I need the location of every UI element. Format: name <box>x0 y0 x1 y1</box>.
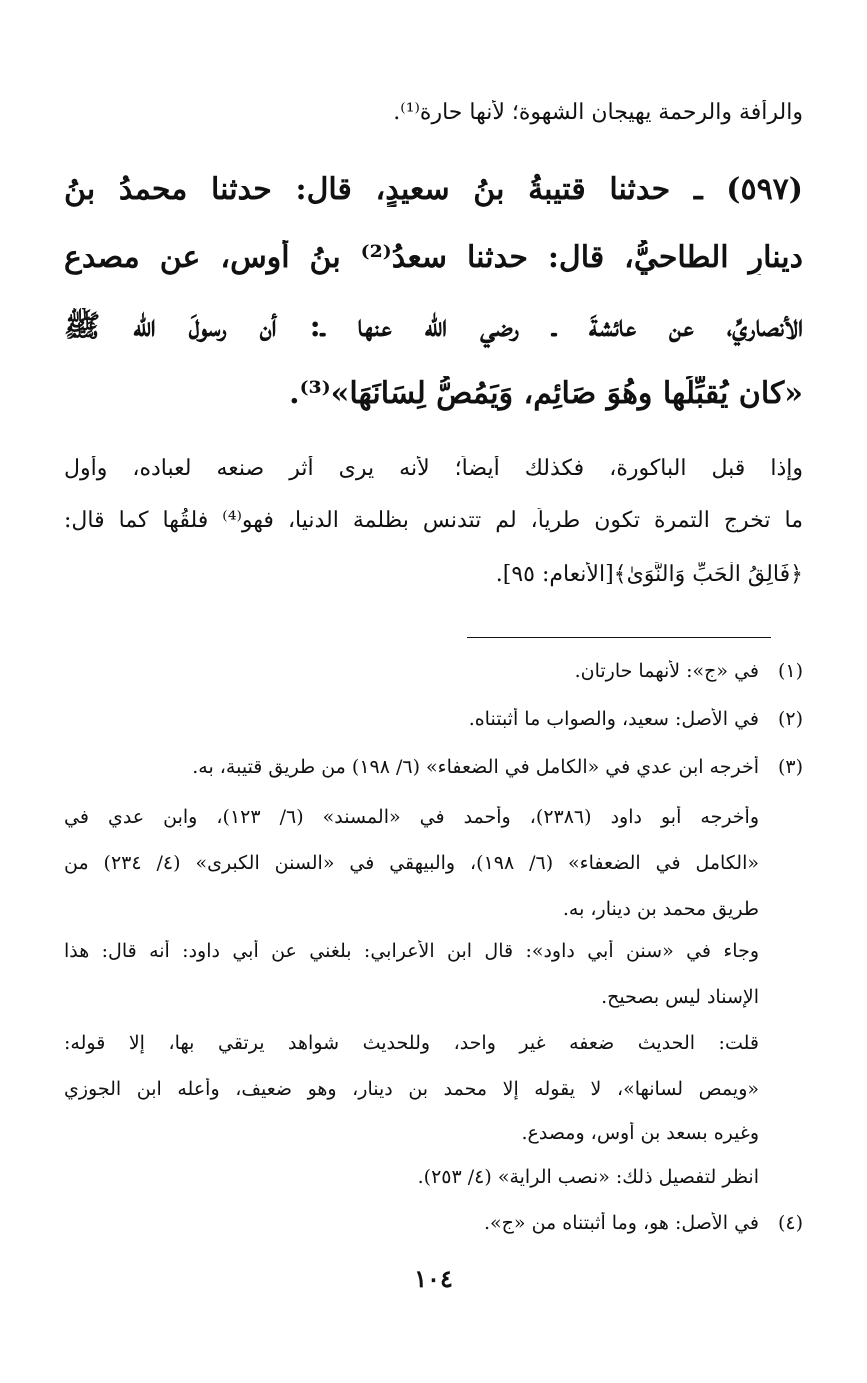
footnote-3-para3-line2: «ويمص لسانها»، لا يقوله إلا محمد بن دينار، وهو ضعيف، وأعله ابن الجوزي <box>64 1078 759 1100</box>
footnote-3 <box>64 756 803 778</box>
hadith-line-2: دينارٍ الطاحيُّ، قال: حدثنا سعدُ⁽²⁾ بنُ أوسٍ، عن مصدعٍ <box>64 240 803 275</box>
top-line: والرأفة والرحمة يهيجان الشهوة؛ لأنها حارة⁽¹⁾. <box>393 100 803 125</box>
footnote-2 <box>64 708 803 730</box>
page-number: ١٠٤ <box>414 1264 453 1293</box>
footnote-3-para3-line1: قلت: الحديث ضعفه غير واحد، وللحديث شواهد يرتقي بها، إلا قوله: <box>64 1032 759 1054</box>
footnote-3-number: (٣) <box>777 756 803 778</box>
footnote-3-para1-line1: وأخرجه أبو داود (٢٣٨٦)، وأحمد في «المسند» (٦/ ١٢٣)، وابن عدي في <box>64 806 759 828</box>
footnote-3-para1-line3: طريق محمد بن دينار، به. <box>562 898 759 920</box>
footnote-separator <box>467 637 771 638</box>
footnote-3-para3-line3: وغيره بسعد بن أوس، ومصدع. <box>521 1122 759 1144</box>
commentary-line-1: وإذا قبل الباكورة، فكذلك أيضاً؛ لأنه يرى أثر صنعه لعباده، وأول <box>64 456 803 481</box>
hadith-line-1: (٥٩٧) ـ حدثنا قتيبةُ بنُ سعيدٍ، قال: حدثنا محمدُ بنُ <box>64 172 803 207</box>
footnote-3-para1-line2: «الكامل في الضعفاء» (٦/ ١٩٨)، والبيهقي في «السنن الكبرى» (٤/ ٢٣٤) من <box>64 852 759 874</box>
footnote-1 <box>64 660 803 682</box>
hadith-line-4: «كان يُقبِّلُها وهُوَ صَائِم، وَيَمُصُّ لِسَانَهَا»⁽³⁾. <box>289 376 803 411</box>
footnote-3-text: أخرجه ابن عدي في «الكامل في الضعفاء» (٦/ ١٩٨) من طريق قتيبة، به. <box>192 756 759 778</box>
footnote-2-text: في الأصل: سعيد، والصواب ما أثبتناه. <box>468 708 759 730</box>
footnote-1-number: (١) <box>777 660 803 682</box>
footnote-3-para2-line2: الإسناد ليس بصحيح. <box>601 986 759 1008</box>
footnote-4-number: (٤) <box>777 1212 803 1234</box>
footnote-4 <box>64 1212 803 1234</box>
footnote-1-text: في «ج»: لأنهما حارتان. <box>574 660 759 682</box>
hadith-line-3: الأنصاريِّ، عن عائشةَ ـ رضي الله عنها ـ: أن رسولَ الله ﷺ <box>64 309 803 344</box>
footnote-2-number: (٢) <box>777 708 803 730</box>
footnote-3-para2-line1: وجاء في «سنن أبي داود»: قال ابن الأعرابي: بلغني عن أبي داود: أنه قال: هذا <box>64 940 759 962</box>
commentary-line-2: ما تخرج التمرة تكون طرياً، لم تتدنس بظلمة الدنيا، فهو⁽⁴⁾ فلقُها كما قال: <box>64 508 803 533</box>
footnote-4-text: في الأصل: هو، وما أثبتناه من «ج». <box>483 1212 759 1234</box>
footnote-3-para4-line1: انظر لتفصيل ذلك: «نصب الراية» (٤/ ٢٥٣). <box>417 1166 759 1188</box>
commentary-line-3: ﴿فَالِقُ الْحَبِّ وَالنَّوَىٰ﴾[الأنعام: ٩٥]. <box>495 562 803 587</box>
